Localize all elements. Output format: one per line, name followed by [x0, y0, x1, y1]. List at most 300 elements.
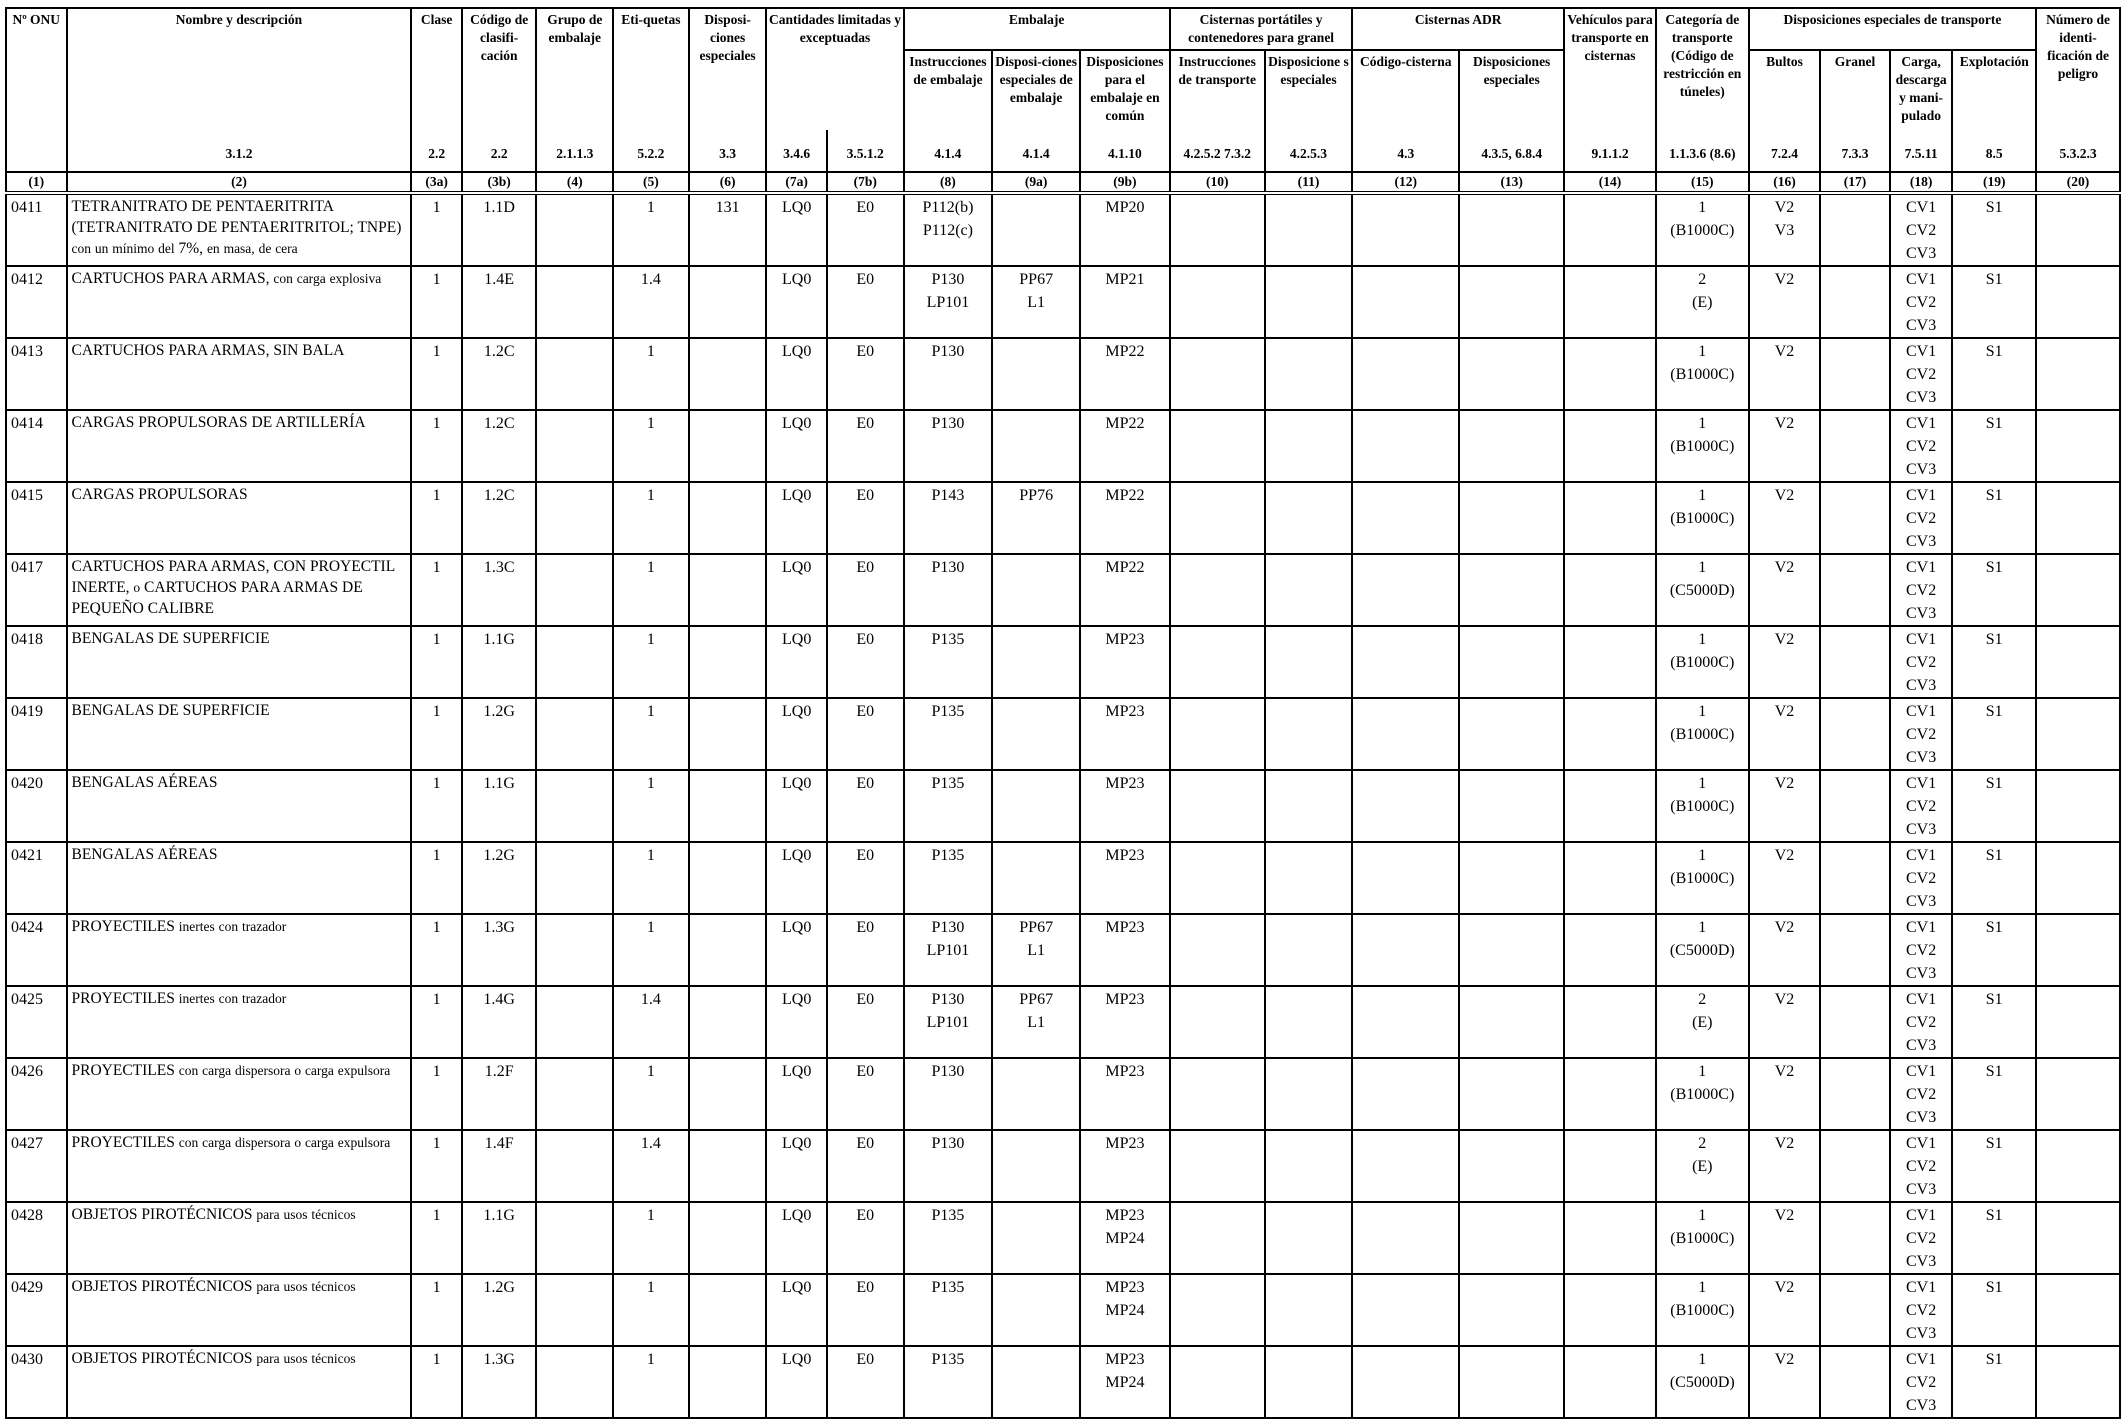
- cell-bultos: V2: [1749, 1058, 1821, 1130]
- cell-c11: [1265, 626, 1353, 698]
- cell-s: S1: [1952, 410, 2036, 482]
- cell-cv: CV1 CV2 CV3: [1890, 986, 1953, 1058]
- cell-c11: [1265, 842, 1353, 914]
- cell-c14: [1564, 266, 1656, 338]
- cell-c10: [1170, 338, 1265, 410]
- table-body: [6, 193, 2120, 1418]
- cell-granel: [1820, 770, 1890, 842]
- cell-disp: [689, 410, 767, 482]
- cell-s: S1: [1952, 193, 2036, 266]
- cell-c11: [1265, 410, 1353, 482]
- cell-lq: LQ0: [766, 986, 827, 1058]
- cell-c10: [1170, 1346, 1265, 1418]
- cell-c13: [1459, 986, 1564, 1058]
- cell-e: E0: [827, 842, 904, 914]
- cell-p: P130: [904, 554, 993, 626]
- cell-pp: PP76: [992, 482, 1080, 554]
- cell-mp: MP23 MP24: [1080, 1202, 1170, 1274]
- cell-disp: [689, 1202, 767, 1274]
- col-header-cantidades: Cantidades limitadas y exceptuadas: [766, 8, 903, 130]
- column-number: (3b): [462, 172, 537, 193]
- cell-bultos: V2: [1749, 1130, 1821, 1202]
- ref-clase: 2.2: [411, 130, 461, 172]
- ref-12: 4.3: [1352, 130, 1459, 172]
- cell-granel: [1820, 1130, 1890, 1202]
- cell-etiq: 1.4: [613, 266, 689, 338]
- cell-cat: 2 (E): [1656, 266, 1749, 338]
- cell-name: CARTUCHOS PARA ARMAS, CON PROYECTIL INERTE, o CARTUCHOS PARA ARMAS DE PEQUEÑO CALIBRE: [67, 554, 412, 626]
- cell-clase: 1: [411, 1274, 461, 1346]
- cell-c13: [1459, 1346, 1564, 1418]
- col-header-peligro: Número de identi-ficación de peligro: [2036, 8, 2120, 130]
- cell-pel: [2036, 266, 2120, 338]
- table-row: [6, 1274, 2120, 1346]
- cell-e: E0: [827, 338, 904, 410]
- cell-pel: [2036, 842, 2120, 914]
- cell-granel: [1820, 193, 1890, 266]
- cell-onu: 0428: [6, 1202, 67, 1274]
- cell-pel: [2036, 1058, 2120, 1130]
- cell-pp: [992, 1274, 1080, 1346]
- column-number: (17): [1820, 172, 1890, 193]
- table-row: [6, 1202, 2120, 1274]
- cell-mp: MP23: [1080, 914, 1170, 986]
- cell-grupo: [536, 914, 613, 986]
- cell-mp: MP21: [1080, 266, 1170, 338]
- cell-p: P135: [904, 626, 993, 698]
- column-number: (7b): [827, 172, 904, 193]
- cell-name: OBJETOS PIROTÉCNICOS para usos técnicos: [67, 1274, 412, 1346]
- cell-c12: [1352, 770, 1459, 842]
- cell-p: P130 LP101: [904, 986, 993, 1058]
- cell-etiq: 1: [613, 1058, 689, 1130]
- cell-bultos: V2: [1749, 1202, 1821, 1274]
- cell-c12: [1352, 914, 1459, 986]
- cell-etiq: 1: [613, 770, 689, 842]
- cell-pel: [2036, 1202, 2120, 1274]
- cell-mp: MP23: [1080, 1058, 1170, 1130]
- table-row: [6, 410, 2120, 482]
- ref-grupo: 2.1.1.3: [536, 130, 613, 172]
- cell-clase: 1: [411, 1058, 461, 1130]
- cell-grupo: [536, 986, 613, 1058]
- cell-s: S1: [1952, 266, 2036, 338]
- subheader-disposiciones-portatiles: Disposicione s especiales: [1265, 50, 1353, 130]
- cell-codigo: 1.1D: [462, 193, 537, 266]
- col-header-codigo: Código de clasifi-cación: [462, 8, 537, 130]
- cell-c12: [1352, 338, 1459, 410]
- cell-bultos: V2: [1749, 842, 1821, 914]
- cell-c13: [1459, 1058, 1564, 1130]
- cell-e: E0: [827, 1274, 904, 1346]
- dangerous-goods-table: [5, 7, 2121, 1419]
- cell-cat: 1 (B1000C): [1656, 698, 1749, 770]
- cell-disp: [689, 770, 767, 842]
- cell-name: PROYECTILES con carga dispersora o carga expulsora: [67, 1058, 412, 1130]
- table-row: [6, 554, 2120, 626]
- subheader-carga: Carga, descarga y mani-pulado: [1890, 50, 1953, 130]
- cell-c13: [1459, 554, 1564, 626]
- cell-c12: [1352, 1202, 1459, 1274]
- cell-granel: [1820, 554, 1890, 626]
- ref-20: 5.3.2.3: [2036, 130, 2120, 172]
- cell-p: P130 LP101: [904, 914, 993, 986]
- cell-e: E0: [827, 626, 904, 698]
- cell-s: S1: [1952, 1274, 2036, 1346]
- cell-cv: CV1 CV2 CV3: [1890, 914, 1953, 986]
- cell-disp: [689, 914, 767, 986]
- subheader-instrucciones-embalaje: Instrucciones de embalaje: [904, 50, 993, 130]
- cell-cv: CV1 CV2 CV3: [1890, 1346, 1953, 1418]
- table-row: [6, 338, 2120, 410]
- cell-bultos: V2: [1749, 698, 1821, 770]
- cell-lq: LQ0: [766, 1130, 827, 1202]
- cell-cat: 2 (E): [1656, 986, 1749, 1058]
- cell-onu: 0429: [6, 1274, 67, 1346]
- cell-s: S1: [1952, 914, 2036, 986]
- col-header-clase: Clase: [411, 8, 461, 130]
- cell-s: S1: [1952, 986, 2036, 1058]
- cell-grupo: [536, 554, 613, 626]
- cell-c10: [1170, 193, 1265, 266]
- cell-cat: 1 (C5000D): [1656, 1346, 1749, 1418]
- cell-lq: LQ0: [766, 410, 827, 482]
- cell-pp: [992, 1130, 1080, 1202]
- cell-e: E0: [827, 554, 904, 626]
- cell-c14: [1564, 1202, 1656, 1274]
- cell-c12: [1352, 626, 1459, 698]
- cell-disp: [689, 266, 767, 338]
- ref-10: 4.2.5.2 7.3.2: [1170, 130, 1265, 172]
- cell-pel: [2036, 554, 2120, 626]
- col-header-disposiciones-transporte: Disposiciones especiales de transporte: [1749, 8, 2036, 50]
- cell-cat: 1 (B1000C): [1656, 338, 1749, 410]
- cell-name: CARTUCHOS PARA ARMAS, con carga explosiva: [67, 266, 412, 338]
- cell-onu: 0430: [6, 1346, 67, 1418]
- cell-etiq: 1: [613, 338, 689, 410]
- subheader-embalaje-comun: Disposiciones para el embalaje en común: [1080, 50, 1170, 130]
- cell-p: P135: [904, 1274, 993, 1346]
- subheader-codigo-cisterna: Código-cisterna: [1352, 50, 1459, 130]
- column-number: (20): [2036, 172, 2120, 193]
- table-row: [6, 698, 2120, 770]
- cell-e: E0: [827, 266, 904, 338]
- cell-c14: [1564, 770, 1656, 842]
- ref-15: 1.1.3.6 (8.6): [1656, 130, 1749, 172]
- cell-pp: PP67 L1: [992, 986, 1080, 1058]
- cell-c10: [1170, 1202, 1265, 1274]
- ref-19: 8.5: [1952, 130, 2036, 172]
- cell-c13: [1459, 266, 1564, 338]
- cell-disp: [689, 626, 767, 698]
- cell-s: S1: [1952, 770, 2036, 842]
- column-number: (16): [1749, 172, 1821, 193]
- cell-c11: [1265, 1202, 1353, 1274]
- cell-cat: 1 (B1000C): [1656, 1274, 1749, 1346]
- cell-pel: [2036, 338, 2120, 410]
- cell-name: CARGAS PROPULSORAS DE ARTILLERÍA: [67, 410, 412, 482]
- cell-name: BENGALAS DE SUPERFICIE: [67, 626, 412, 698]
- cell-c12: [1352, 986, 1459, 1058]
- cell-c14: [1564, 698, 1656, 770]
- cell-s: S1: [1952, 1346, 2036, 1418]
- cell-name: OBJETOS PIROTÉCNICOS para usos técnicos: [67, 1346, 412, 1418]
- table-row: [6, 1346, 2120, 1418]
- ref-disposiciones: 3.3: [689, 130, 767, 172]
- cell-p: P112(b) P112(c): [904, 193, 993, 266]
- cell-mp: MP23 MP24: [1080, 1346, 1170, 1418]
- cell-bultos: V2: [1749, 626, 1821, 698]
- cell-codigo: 1.2G: [462, 842, 537, 914]
- cell-etiq: 1: [613, 626, 689, 698]
- cell-etiq: 1.4: [613, 1130, 689, 1202]
- cell-s: S1: [1952, 698, 2036, 770]
- cell-clase: 1: [411, 914, 461, 986]
- cell-grupo: [536, 842, 613, 914]
- cell-cat: 1 (B1000C): [1656, 1202, 1749, 1274]
- cell-pel: [2036, 1130, 2120, 1202]
- table-row: [6, 266, 2120, 338]
- ref-18: 7.5.11: [1890, 130, 1953, 172]
- cell-pel: [2036, 914, 2120, 986]
- cell-pp: [992, 842, 1080, 914]
- cell-grupo: [536, 410, 613, 482]
- ref-13: 4.3.5, 6.8.4: [1459, 130, 1564, 172]
- cell-c12: [1352, 698, 1459, 770]
- cell-pel: [2036, 193, 2120, 266]
- cell-c13: [1459, 1274, 1564, 1346]
- cell-c12: [1352, 1346, 1459, 1418]
- cell-pp: [992, 338, 1080, 410]
- column-number: (18): [1890, 172, 1953, 193]
- cell-name: CARTUCHOS PARA ARMAS, SIN BALA: [67, 338, 412, 410]
- cell-c11: [1265, 554, 1353, 626]
- column-number: (9b): [1080, 172, 1170, 193]
- cell-pp: [992, 626, 1080, 698]
- cell-grupo: [536, 1130, 613, 1202]
- column-number: (3a): [411, 172, 461, 193]
- cell-grupo: [536, 482, 613, 554]
- cell-pp: [992, 698, 1080, 770]
- cell-c11: [1265, 770, 1353, 842]
- cell-c14: [1564, 1058, 1656, 1130]
- cell-c12: [1352, 1130, 1459, 1202]
- cell-pel: [2036, 1346, 2120, 1418]
- cell-cv: CV1 CV2 CV3: [1890, 410, 1953, 482]
- cell-granel: [1820, 482, 1890, 554]
- cell-codigo: 1.2C: [462, 482, 537, 554]
- table-row: [6, 842, 2120, 914]
- cell-mp: MP22: [1080, 410, 1170, 482]
- cell-lq: LQ0: [766, 554, 827, 626]
- cell-codigo: 1.3G: [462, 914, 537, 986]
- cell-pel: [2036, 482, 2120, 554]
- cell-onu: 0417: [6, 554, 67, 626]
- cell-codigo: 1.2G: [462, 1274, 537, 1346]
- cell-c11: [1265, 266, 1353, 338]
- table-row: [6, 986, 2120, 1058]
- column-number: (2): [67, 172, 412, 193]
- cell-c13: [1459, 193, 1564, 266]
- ref-9b: 4.1.10: [1080, 130, 1170, 172]
- cell-clase: 1: [411, 482, 461, 554]
- cell-codigo: 1.1G: [462, 626, 537, 698]
- cell-bultos: V2: [1749, 266, 1821, 338]
- ref-16: 7.2.4: [1749, 130, 1821, 172]
- cell-onu: 0425: [6, 986, 67, 1058]
- cell-cv: CV1 CV2 CV3: [1890, 698, 1953, 770]
- cell-c12: [1352, 1058, 1459, 1130]
- column-number: (12): [1352, 172, 1459, 193]
- cell-bultos: V2: [1749, 554, 1821, 626]
- column-number-row: [6, 172, 2120, 193]
- cell-lq: LQ0: [766, 770, 827, 842]
- cell-c13: [1459, 770, 1564, 842]
- ref-8: 4.1.4: [904, 130, 993, 172]
- cell-c11: [1265, 1274, 1353, 1346]
- cell-onu: 0411: [6, 193, 67, 266]
- cell-c13: [1459, 698, 1564, 770]
- cell-clase: 1: [411, 338, 461, 410]
- cell-cat: 1 (B1000C): [1656, 410, 1749, 482]
- subheader-explotacion: Explotación: [1952, 50, 2036, 130]
- cell-s: S1: [1952, 482, 2036, 554]
- cell-granel: [1820, 1058, 1890, 1130]
- cell-c10: [1170, 266, 1265, 338]
- cell-etiq: 1: [613, 914, 689, 986]
- cell-lq: LQ0: [766, 698, 827, 770]
- cell-mp: MP22: [1080, 338, 1170, 410]
- cell-disp: [689, 1130, 767, 1202]
- cell-grupo: [536, 193, 613, 266]
- cell-p: P143: [904, 482, 993, 554]
- column-number: (4): [536, 172, 613, 193]
- cell-etiq: 1: [613, 554, 689, 626]
- cell-granel: [1820, 698, 1890, 770]
- cell-onu: 0419: [6, 698, 67, 770]
- cell-codigo: 1.1G: [462, 770, 537, 842]
- cell-granel: [1820, 338, 1890, 410]
- cell-lq: LQ0: [766, 1346, 827, 1418]
- cell-cv: CV1 CV2 CV3: [1890, 626, 1953, 698]
- col-header-cisternas-portatiles: Cisternas portátiles y contenedores para granel: [1170, 8, 1353, 50]
- cell-cv: CV1 CV2 CV3: [1890, 338, 1953, 410]
- cell-c12: [1352, 554, 1459, 626]
- cell-s: S1: [1952, 626, 2036, 698]
- cell-name: TETRANITRATO DE PENTAERITRITA (TETRANITRATO DE PENTAERITRITOL; TNPE) con un mínimo del 7%, en masa, de cera: [67, 193, 412, 266]
- cell-granel: [1820, 410, 1890, 482]
- cell-mp: MP22: [1080, 554, 1170, 626]
- cell-clase: 1: [411, 1130, 461, 1202]
- cell-cat: 1 (B1000C): [1656, 626, 1749, 698]
- cell-c14: [1564, 914, 1656, 986]
- cell-mp: MP23: [1080, 842, 1170, 914]
- cell-p: P130: [904, 1058, 993, 1130]
- cell-pel: [2036, 410, 2120, 482]
- cell-disp: [689, 1274, 767, 1346]
- cell-pp: [992, 1202, 1080, 1274]
- cell-pp: [992, 1346, 1080, 1418]
- cell-cv: CV1 CV2 CV3: [1890, 482, 1953, 554]
- cell-disp: 131: [689, 193, 767, 266]
- cell-disp: [689, 698, 767, 770]
- cell-c14: [1564, 338, 1656, 410]
- cell-granel: [1820, 1274, 1890, 1346]
- cell-c10: [1170, 1130, 1265, 1202]
- cell-lq: LQ0: [766, 338, 827, 410]
- cell-disp: [689, 1058, 767, 1130]
- cell-onu: 0427: [6, 1130, 67, 1202]
- column-number: (9a): [992, 172, 1080, 193]
- cell-c12: [1352, 482, 1459, 554]
- cell-lq: LQ0: [766, 482, 827, 554]
- cell-p: P135: [904, 770, 993, 842]
- cell-e: E0: [827, 698, 904, 770]
- ref-7b: 3.5.1.2: [827, 130, 904, 172]
- cell-granel: [1820, 1202, 1890, 1274]
- adr-table-page: [5, 7, 2121, 1419]
- cell-clase: 1: [411, 770, 461, 842]
- ref-14: 9.1.1.2: [1564, 130, 1656, 172]
- cell-grupo: [536, 266, 613, 338]
- col-header-embalaje: Embalaje: [904, 8, 1170, 50]
- cell-c13: [1459, 410, 1564, 482]
- cell-cv: CV1 CV2 CV3: [1890, 1274, 1953, 1346]
- cell-e: E0: [827, 482, 904, 554]
- cell-e: E0: [827, 193, 904, 266]
- cell-pel: [2036, 626, 2120, 698]
- cell-codigo: 1.4F: [462, 1130, 537, 1202]
- cell-pp: [992, 410, 1080, 482]
- cell-bultos: V2: [1749, 338, 1821, 410]
- cell-codigo: 1.2C: [462, 338, 537, 410]
- table-row: [6, 770, 2120, 842]
- table-row: [6, 1130, 2120, 1202]
- cell-s: S1: [1952, 842, 2036, 914]
- cell-name: CARGAS PROPULSORAS: [67, 482, 412, 554]
- cell-onu: 0414: [6, 410, 67, 482]
- cell-mp: MP22: [1080, 482, 1170, 554]
- cell-granel: [1820, 842, 1890, 914]
- cell-mp: MP23: [1080, 986, 1170, 1058]
- cell-grupo: [536, 626, 613, 698]
- cell-bultos: V2: [1749, 770, 1821, 842]
- cell-pel: [2036, 1274, 2120, 1346]
- cell-codigo: 1.1G: [462, 1202, 537, 1274]
- cell-disp: [689, 842, 767, 914]
- cell-onu: 0421: [6, 842, 67, 914]
- cell-mp: MP23: [1080, 698, 1170, 770]
- cell-onu: 0426: [6, 1058, 67, 1130]
- cell-c10: [1170, 482, 1265, 554]
- column-number: (7a): [766, 172, 827, 193]
- cell-s: S1: [1952, 554, 2036, 626]
- cell-c13: [1459, 338, 1564, 410]
- cell-c13: [1459, 626, 1564, 698]
- cell-cat: 1 (C5000D): [1656, 914, 1749, 986]
- col-header-cisternas-adr: Cisternas ADR: [1352, 8, 1564, 50]
- cell-name: PROYECTILES inertes con trazador: [67, 914, 412, 986]
- cell-etiq: 1: [613, 842, 689, 914]
- cell-codigo: 1.4G: [462, 986, 537, 1058]
- cell-cv: CV1 CV2 CV3: [1890, 770, 1953, 842]
- cell-c12: [1352, 193, 1459, 266]
- subheader-disposiciones-adr: Disposiciones especiales: [1459, 50, 1564, 130]
- column-number: (13): [1459, 172, 1564, 193]
- cell-cv: CV1 CV2 CV3: [1890, 1130, 1953, 1202]
- cell-p: P130: [904, 338, 993, 410]
- cell-lq: LQ0: [766, 1202, 827, 1274]
